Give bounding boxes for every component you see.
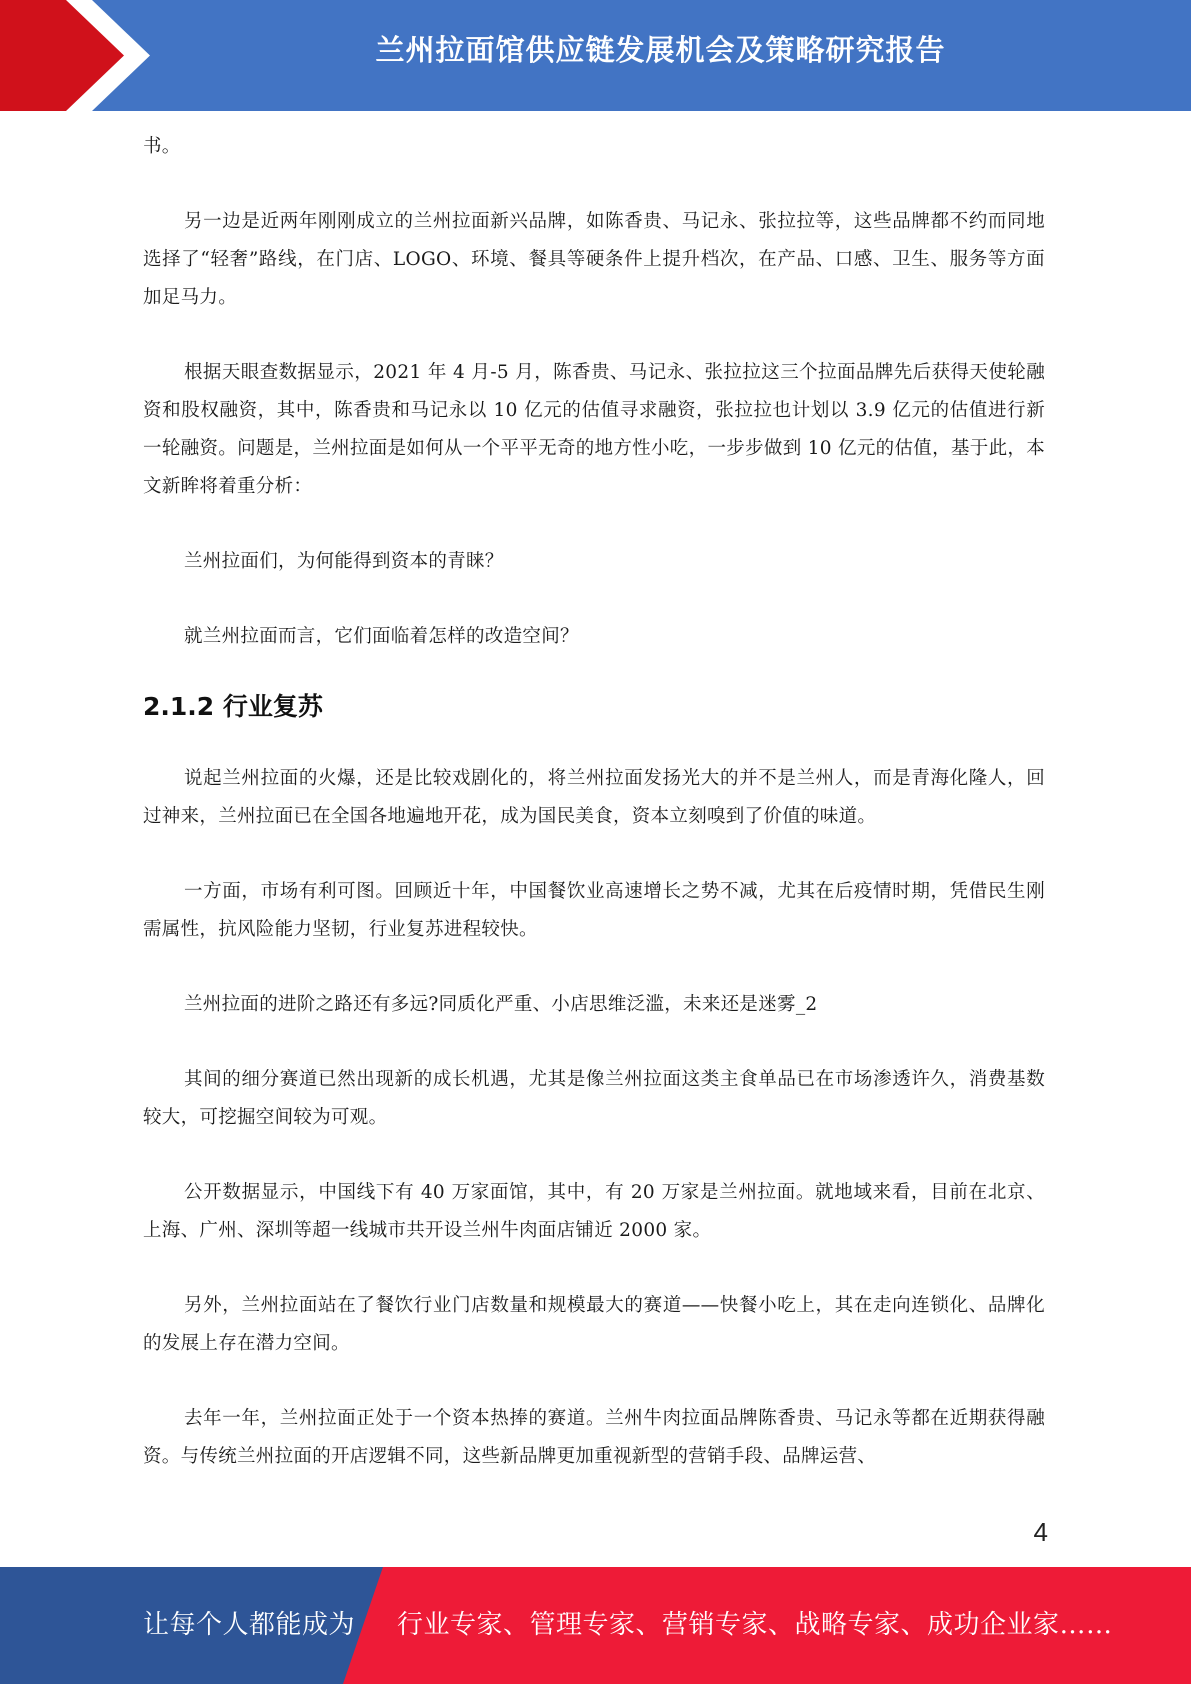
footer-slogan-right: 行业专家、管理专家、营销专家、战略专家、成功企业家…… xyxy=(397,1610,1113,1640)
paragraph-article-ref: 兰州拉面的进阶之路还有多远?同质化严重、小店思维泛滥，未来还是迷雾_2 xyxy=(184,994,818,1015)
page-header xyxy=(0,0,1191,111)
page-footer xyxy=(0,1567,1191,1684)
paragraph-question-space: 就兰州拉面而言，它们面临着怎样的改造空间？ xyxy=(184,626,579,647)
report-title: 兰州拉面馆供应链发展机会及策略研究报告 xyxy=(375,33,946,67)
paragraph-capital-favor: 去年一年，兰州拉面正处于一个资本热捧的赛道。兰州牛肉拉面品牌陈香贵、马记永等都在近期获得融资。与传统兰州拉面的开店逻辑不同，这些新品牌更加重视新型的营销手段、品牌运营、 xyxy=(143,1408,1045,1467)
paragraph-popularity: 说起兰州拉面的火爆，还是比较戏剧化的，将兰州拉面发扬光大的并不是兰州人，而是青海化隆人，回过神来，兰州拉面已在全国各地遍地开花，成为国民美食，资本立刻嗅到了价值的味道。 xyxy=(143,768,1045,827)
paragraph-financing-data: 根据天眼查数据显示，2021 年 4 月-5 月，陈香贵、马记永、张拉拉这三个拉面品牌先后获得天使轮融资和股权融资，其中，陈香贵和马记永以 10 亿元的估值寻求融资，张拉拉也计划以 3.9 亿元的估值进行新一轮融资。问题是，兰州拉面是如何从一个平平无奇的地方性小吃，一步步做到 10 亿元的估值，基于此，本文新眸将着重分析： xyxy=(143,362,1045,497)
header-chevron-decoration xyxy=(0,0,160,111)
paragraph-fast-food-track: 另外，兰州拉面站在了餐饮行业门店数量和规模最大的赛道——快餐小吃上，其在走向连锁化、品牌化的发展上存在潜力空间。 xyxy=(143,1295,1045,1354)
document-body xyxy=(143,128,1045,1476)
section-heading: 2.1.2 行业复苏 xyxy=(143,692,323,721)
footer-slogan-left: 让每个人都能成为 xyxy=(143,1610,356,1640)
paragraph-new-brands: 另一边是近两年刚刚成立的兰州拉面新兴品牌，如陈香贵、马记永、张拉拉等，这些品牌都不约而同地选择了“轻奢”路线，在门店、LOGO、环境、餐具等硬条件上提升档次，在产品、口感、卫生、服务等方面加足马力。 xyxy=(143,211,1045,308)
paragraph-store-stats: 公开数据显示，中国线下有 40 万家面馆，其中，有 20 万家是兰州拉面。就地域来看，目前在北京、上海、广州、深圳等超一线城市共开设兰州牛肉面店铺近 2000 家。 xyxy=(143,1182,1045,1241)
paragraph-question-capital: 兰州拉面们，为何能得到资本的青睐？ xyxy=(184,551,504,572)
paragraph-market-profit: 一方面，市场有利可图。回顾近十年，中国餐饮业高速增长之势不减，尤其在后疫情时期，凭借民生刚需属性，抗风险能力坚韧，行业复苏进程较快。 xyxy=(143,881,1045,940)
page-number: 4 xyxy=(1033,1517,1048,1547)
paragraph-growth-opportunity: 其间的细分赛道已然出现新的成长机遇，尤其是像兰州拉面这类主食单品已在市场渗透许久，消费基数较大，可挖掘空间较为可观。 xyxy=(143,1069,1045,1128)
paragraph-continuation: 书。 xyxy=(143,136,181,157)
